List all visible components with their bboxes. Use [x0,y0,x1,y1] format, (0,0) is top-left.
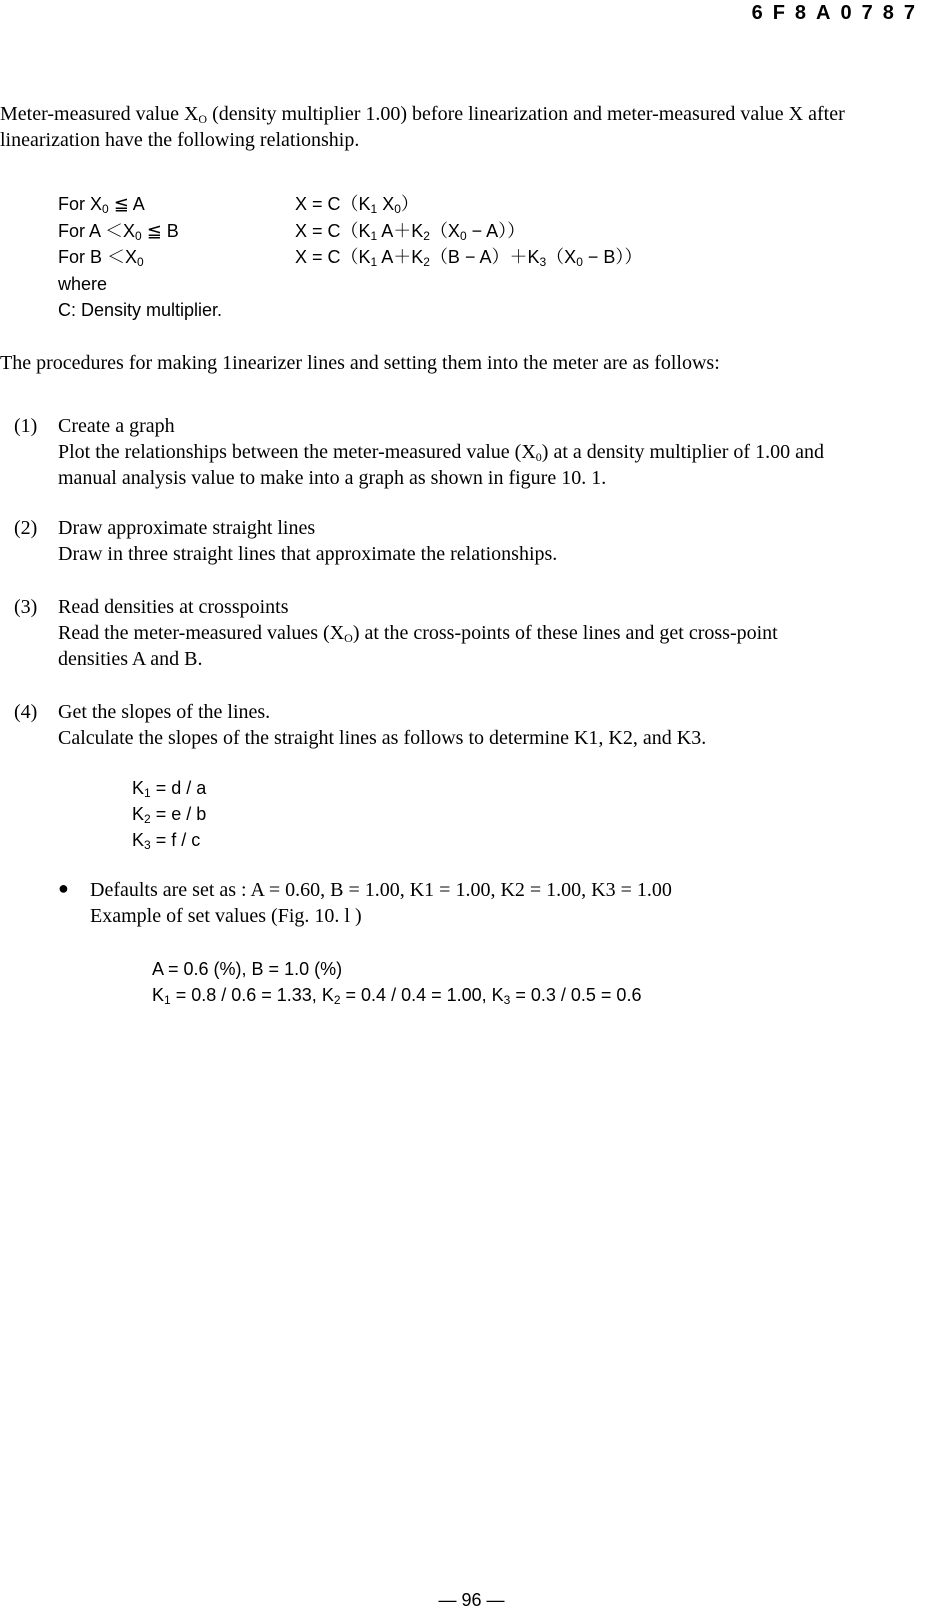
example-label: Example of set values (Fig. 10. l ) [90,905,362,927]
slope-k3: $K_3 = f / c$ [132,830,201,852]
intro-paragraph [0,101,943,153]
step-3-line1: Read the meter-measured values $(X_O)$ at the cross-points of these lines and get cross-point [58,622,778,645]
step-2-line1: Draw in three straight lines that approximate the relationships. [58,543,558,565]
eq1-condition: For $X_0$ ≦ A [58,194,145,216]
intro-sub: O [198,112,208,126]
step-3-number: (3) [14,596,38,618]
step-4-number: (4) [14,701,38,723]
intro-text-1: Meter-measured value X [0,103,199,125]
document-code: 6F8A0787 [751,2,925,24]
eq3-formula: $X = C(K_1$ $A+K_2(B - A)+K_3(X_0 - B)$） [295,247,643,269]
eq2-condition: For $A <X_0$ ≦ B [58,221,179,243]
page-number: — 96 — [438,1590,505,1610]
step-1-title: Create a graph [58,415,175,437]
bullet-icon: ● [58,878,69,898]
defaults-text: Defaults are set as : A = 0.60, B = 1.00, K1 = 1.00, K2 = 1.00, K3 = 1.00 [90,879,672,901]
intro-text-2: (density multiplier 1.00) before linearization and meter-measured value X after linearization have the following relationship. [0,103,845,151]
step-4-title: Get the slopes of the lines. [58,701,271,723]
example-line1: A = 0.6 (%), B = 1.0 (%) [152,959,343,979]
step-1-number: (1) [14,415,38,437]
where-label: where [58,274,108,294]
c-definition: C: Density multiplier. [58,300,223,320]
slope-k2: $K_2 = e / b$ [132,804,207,826]
eq2-formula: $X = C(K_1$ $A+K_2(X_0 - A)$） [295,221,526,243]
step-2-number: (2) [14,517,38,539]
step-1-line1: Plot the relationships between the meter-measured value $(X_0)$ at a density multiplier of 1.00 and [58,441,824,464]
step-3-title: Read densities at crosspoints [58,596,289,618]
step-1-line2: manual analysis value to make into a graph as shown in figure 10. 1. [58,467,607,489]
procedures-intro: The procedures for making 1inearizer lines and setting them into the meter are as follows: [0,352,720,374]
slope-k1: $K_1 = d / a$ [132,778,207,800]
eq1-formula: $X = C(K_1$ $X_0$） [295,194,419,216]
step-3-line2: densities A and B. [58,648,203,670]
eq3-condition: For $B <X_0$ [58,247,144,269]
step-4-line1: Calculate the slopes of the straight lines as follows to determine K1, K2, and K3. [58,727,707,749]
step-2-title: Draw approximate straight lines [58,517,316,539]
example-line2: $K_1 = 0.8 / 0.6 = 1.33$, $K_2 = 0.4 / 0.4 = 1.00$, $K_3 = 0.3 / 0.5 = 0.6$ [152,985,642,1007]
